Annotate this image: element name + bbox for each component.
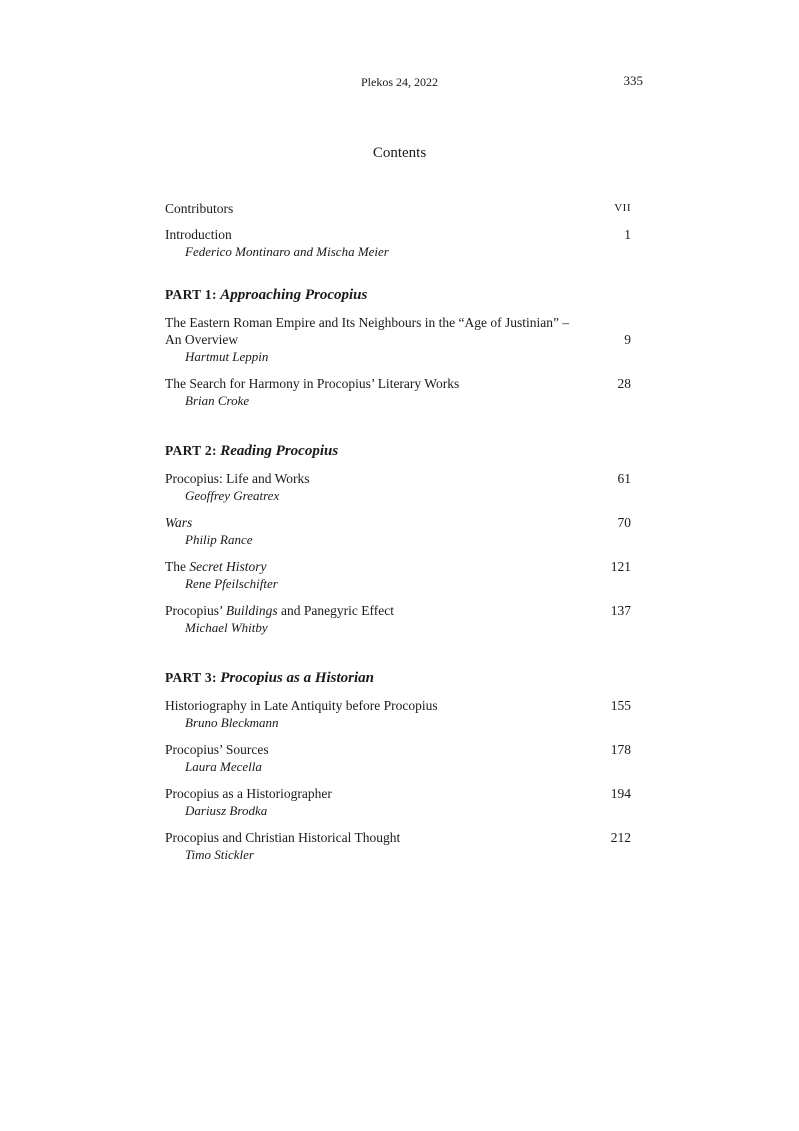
toc-entry-introduction[interactable] — [165, 226, 631, 260]
entry-page: 121 — [610, 559, 631, 574]
table-of-contents — [165, 200, 631, 863]
entry-page: 9 — [624, 332, 631, 347]
entry-page: 155 — [610, 698, 631, 713]
entry-page: 137 — [610, 603, 631, 618]
page-number: 335 — [623, 73, 643, 88]
entry-title: Procopius as a Historiographer — [165, 786, 332, 801]
entry-title: Contributors — [165, 201, 234, 216]
toc-entry[interactable] — [165, 697, 631, 731]
entry-author: Federico Montinaro and Mischa Meier — [185, 244, 389, 259]
entry-page: 70 — [617, 515, 631, 530]
toc-entry[interactable] — [165, 514, 631, 548]
entry-title-italic: Secret History — [189, 559, 267, 574]
part-name: Approaching Procopius — [220, 287, 368, 303]
entry-author: Bruno Bleckmann — [185, 715, 279, 730]
entry-title-italic: Wars — [165, 515, 193, 530]
entry-title — [165, 314, 631, 348]
entry-author: Laura Mecella — [185, 759, 262, 774]
toc-entry[interactable] — [165, 314, 631, 365]
entry-title-pre: The — [165, 559, 190, 574]
entry-page: 212 — [610, 830, 631, 845]
entry-title-post: and Panegyric Effect — [277, 603, 394, 618]
entry-title-pre: Procopius’ — [165, 603, 226, 618]
entry-author: Dariusz Brodka — [185, 803, 268, 818]
entry-title-italic: Buildings — [225, 603, 278, 618]
journal-citation: Plekos 24, 2022 — [360, 75, 438, 89]
page-title: Contents — [372, 145, 427, 161]
entry-title — [165, 558, 631, 575]
toc-entry[interactable] — [165, 829, 631, 863]
entry-page: 28 — [617, 376, 631, 391]
entry-title — [165, 514, 631, 531]
part-name: Reading Procopius — [220, 443, 339, 459]
toc-entry[interactable] — [165, 602, 631, 636]
toc-entry[interactable] — [165, 558, 631, 592]
entry-title-line2: An Overview — [165, 332, 239, 347]
entry-title: Procopius’ Sources — [165, 742, 269, 757]
entry-page: 61 — [617, 471, 631, 486]
part-label: PART 2: — [165, 443, 217, 458]
part-name: Procopius as a Historian — [220, 670, 375, 686]
entry-page: 194 — [610, 786, 631, 801]
part-heading-1 — [165, 287, 631, 304]
entry-page: 178 — [610, 742, 631, 757]
entry-title: Introduction — [165, 227, 232, 242]
part-heading-3 — [165, 670, 631, 687]
entry-title: Historiography in Late Antiquity before Procopius — [165, 698, 438, 713]
entry-title: The Search for Harmony in Procopius’ Literary Works — [165, 376, 460, 391]
entry-author: Hartmut Leppin — [185, 349, 269, 364]
toc-entry[interactable] — [165, 470, 631, 504]
part-label: PART 1: — [165, 287, 217, 302]
entry-page: 1 — [624, 227, 631, 242]
entry-title: Procopius and Christian Historical Thought — [165, 830, 401, 845]
entry-title: Procopius: Life and Works — [165, 471, 310, 486]
entry-author: Timo Stickler — [185, 847, 254, 862]
toc-entry[interactable] — [165, 785, 631, 819]
entry-title — [165, 602, 631, 619]
entry-author: Michael Whitby — [185, 620, 268, 635]
entry-author: Rene Pfeilschifter — [185, 576, 278, 591]
entry-title-line1: The Eastern Roman Empire and Its Neighbours in the “Age of Justinian” – — [165, 315, 570, 330]
part-label: PART 3: — [165, 670, 217, 685]
part-heading-2 — [165, 443, 631, 460]
toc-entry-contributors[interactable] — [165, 200, 631, 217]
toc-entry[interactable] — [165, 741, 631, 775]
entry-author: Brian Croke — [185, 393, 250, 408]
entry-page: VII — [614, 202, 631, 214]
toc-entry[interactable] — [165, 375, 631, 409]
entry-author: Philip Rance — [185, 532, 253, 547]
entry-author: Geoffrey Greatrex — [185, 488, 280, 503]
